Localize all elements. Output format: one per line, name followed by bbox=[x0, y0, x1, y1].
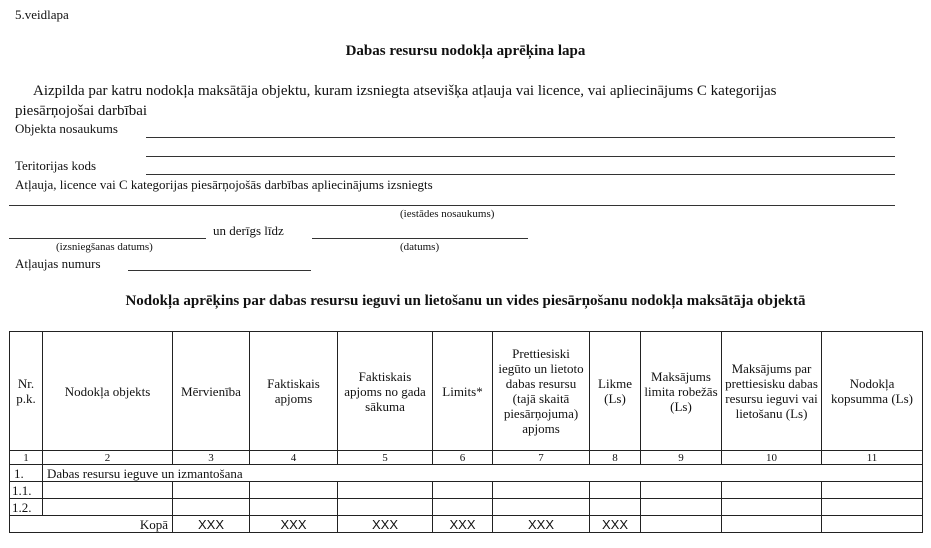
header-tax-object: Nodokļa objekts bbox=[43, 332, 173, 451]
header-row bbox=[10, 332, 923, 451]
territory-code-field[interactable] bbox=[146, 174, 895, 175]
table-cell[interactable] bbox=[173, 499, 250, 516]
tax-calculation-table bbox=[9, 331, 923, 533]
institution-field[interactable] bbox=[9, 205, 895, 206]
object-name-field-line-2[interactable] bbox=[146, 156, 895, 157]
column-number: 9 bbox=[641, 451, 722, 465]
column-number: 7 bbox=[493, 451, 590, 465]
object-name-label: Objekta nosaukums bbox=[15, 121, 118, 136]
row-number: 1.2. bbox=[10, 499, 43, 516]
table-cell[interactable] bbox=[641, 482, 722, 499]
table-cell[interactable] bbox=[433, 482, 493, 499]
table-row bbox=[10, 482, 923, 499]
column-number: 10 bbox=[722, 451, 822, 465]
form-number: 5.veidlapa bbox=[15, 7, 69, 22]
form-title: Dabas resursu nodokļa aprēķina lapa bbox=[345, 43, 586, 59]
table-cell[interactable] bbox=[338, 499, 433, 516]
table-cell[interactable] bbox=[250, 482, 338, 499]
table-cell[interactable] bbox=[722, 482, 822, 499]
header-nr: Nr. p.k. bbox=[10, 332, 43, 451]
total-cell-rate: XXX bbox=[590, 516, 641, 533]
total-cell-limit: XXX bbox=[433, 516, 493, 533]
total-cell-payment-illegal[interactable] bbox=[722, 516, 822, 533]
section-row bbox=[10, 465, 923, 482]
valid-until-label: un derīgs līdz bbox=[213, 223, 284, 238]
permit-number-field[interactable] bbox=[128, 270, 311, 271]
column-number: 6 bbox=[433, 451, 493, 465]
column-number: 2 bbox=[43, 451, 173, 465]
column-number-row bbox=[10, 451, 923, 465]
header-volume-since-year-start: Faktiskais apjoms no gada sākuma bbox=[338, 332, 433, 451]
total-cell-tax-total[interactable] bbox=[822, 516, 923, 533]
table-cell[interactable] bbox=[43, 482, 173, 499]
total-cell-payment-within-limit[interactable] bbox=[641, 516, 722, 533]
total-cell-unit: XXX bbox=[173, 516, 250, 533]
column-number: 4 bbox=[250, 451, 338, 465]
column-number: 5 bbox=[338, 451, 433, 465]
header-payment-illegal: Maksājums par prettiesisku dabas resursu ieguvi vai lietošanu (Ls) bbox=[722, 332, 822, 451]
total-row bbox=[10, 516, 923, 533]
table-cell[interactable] bbox=[338, 482, 433, 499]
total-cell-volume-since-year-start: XXX bbox=[338, 516, 433, 533]
column-number: 3 bbox=[173, 451, 250, 465]
issue-date-field[interactable] bbox=[9, 238, 206, 239]
table-cell[interactable] bbox=[822, 482, 923, 499]
table-cell[interactable] bbox=[590, 482, 641, 499]
total-cell-actual-volume: XXX bbox=[250, 516, 338, 533]
header-unit: Mērvienība bbox=[173, 332, 250, 451]
table-cell[interactable] bbox=[173, 482, 250, 499]
table-cell[interactable] bbox=[43, 499, 173, 516]
territory-code-label: Teritorijas kods bbox=[15, 158, 97, 173]
header-illegal-volume: Prettiesiski iegūto un lietoto dabas resursu (tajā skaitā piesārņojuma) apjoms bbox=[493, 332, 590, 451]
date-caption: (datums) bbox=[400, 241, 440, 253]
section-title: Nodokļa aprēķins par dabas resursu ieguvi un lietošanu un vides piesārņošanu nodokļa maksātāja objektā bbox=[125, 293, 806, 309]
object-name-field[interactable] bbox=[146, 137, 895, 138]
table-row bbox=[10, 499, 923, 516]
header-tax-total: Nodokļa kopsumma (Ls) bbox=[822, 332, 923, 451]
section-number: 1. bbox=[10, 465, 43, 482]
column-number: 8 bbox=[590, 451, 641, 465]
table-cell[interactable] bbox=[493, 499, 590, 516]
table-cell[interactable] bbox=[590, 499, 641, 516]
table-cell[interactable] bbox=[822, 499, 923, 516]
table-cell[interactable] bbox=[641, 499, 722, 516]
institution-caption: (iestādes nosaukums) bbox=[400, 208, 495, 220]
instruction-line-1: Aizpilda par katru nodokļa maksātāja objektu, kuram izsniegta atsevišķa atļauja vai licence, vai apliecinājums C kategorijas bbox=[33, 83, 777, 99]
table-cell[interactable] bbox=[493, 482, 590, 499]
table-cell[interactable] bbox=[250, 499, 338, 516]
permit-number-label: Atļaujas numurs bbox=[15, 256, 101, 271]
instruction-line-2: piesārņojošai darbībai bbox=[15, 103, 148, 119]
header-limit: Limits* bbox=[433, 332, 493, 451]
valid-until-date-field[interactable] bbox=[312, 238, 528, 239]
column-number: 11 bbox=[822, 451, 923, 465]
header-actual-volume: Faktiskais apjoms bbox=[250, 332, 338, 451]
table-cell[interactable] bbox=[722, 499, 822, 516]
row-number: 1.1. bbox=[10, 482, 43, 499]
issue-date-caption: (izsniegšanas datums) bbox=[56, 241, 153, 253]
total-label: Kopā bbox=[10, 516, 173, 533]
section-label: Dabas resursu ieguve un izmantošana bbox=[43, 465, 923, 482]
total-cell-illegal-volume: XXX bbox=[493, 516, 590, 533]
column-number: 1 bbox=[10, 451, 43, 465]
table-cell[interactable] bbox=[433, 499, 493, 516]
permit-issued-label: Atļauja, licence vai C kategorijas piesārņojošās darbības apliecinājums izsniegts bbox=[15, 177, 433, 192]
header-rate: Likme (Ls) bbox=[590, 332, 641, 451]
header-payment-within-limit: Maksājums limita robežās (Ls) bbox=[641, 332, 722, 451]
